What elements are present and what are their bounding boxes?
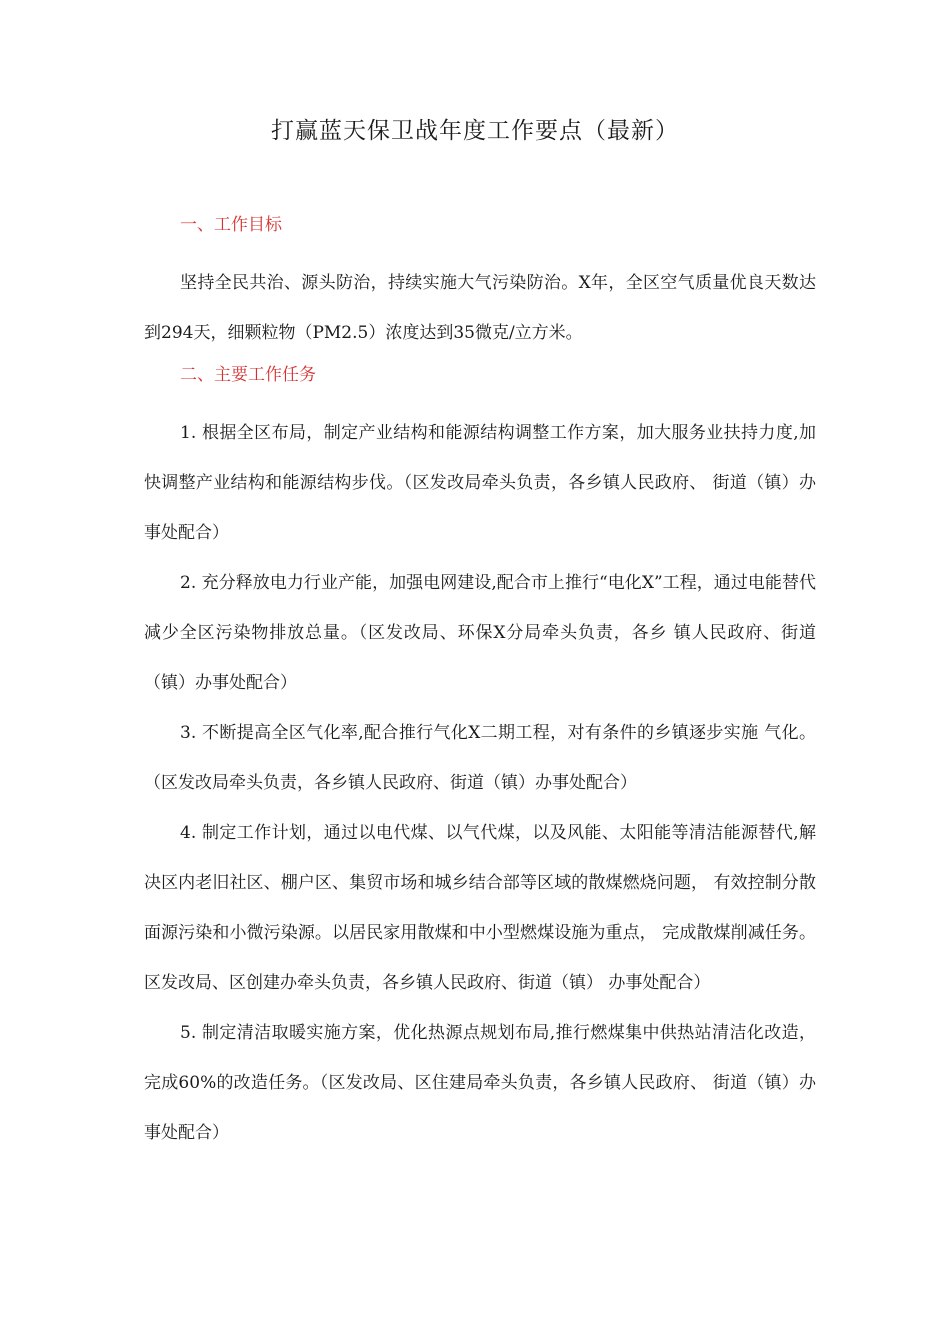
section-heading-main-tasks: 二、主要工作任务 <box>180 365 316 385</box>
task-item-4: 4. 制定工作计划，通过以电代煤、以气代煤，以及风能、太阳能等清洁能源替代,解决区内老旧社区、棚户区、集贸市场和城乡结合部等区域的散煤燃烧问题， 有效控制分散面源污染和小微污染源。以居民家用散煤和中小型燃煤设施为重点， 完成散煤削减任务。区发改局、区创建办牵头负责，各乡镇人民政府、街道（镇） 办事处配合） <box>144 823 816 993</box>
section-heading-goals: 一、工作目标 <box>180 215 282 235</box>
task-item-2: 2. 充分释放电力行业产能，加强电网建设,配合市上推行“电化X”工程，通过电能替代减少全区污染物排放总量。（区发改局、环保X分局牵头负责，各乡 镇人民政府、街道（镇）办事处配合） <box>144 573 816 693</box>
task-item-5: 5. 制定清洁取暖实施方案，优化热源点规划布局,推行燃煤集中供热站清洁化改造，完成60%的改造任务。（区发改局、区住建局牵头负责，各乡镇人民政府、 街道（镇）办事处配合） <box>144 1023 816 1143</box>
paragraph-goals: 坚持全民共治、源头防治，持续实施大气污染防治。X年，全区空气质量优良天数达到294天，细颗粒物（PM2.5）浓度达到35微克/立方米。 <box>144 273 816 343</box>
section-main-tasks <box>144 358 816 1158</box>
task-item-3: 3. 不断提高全区气化率,配合推行气化X二期工程，对有条件的乡镇逐步实施 气化。（区发改局牵头负责，各乡镇人民政府、街道（镇）办事处配合） <box>144 723 816 793</box>
document-title: 打赢蓝天保卫战年度工作要点（最新） <box>271 118 679 144</box>
document-body <box>144 208 816 1158</box>
task-item-1: 1. 根据全区布局，制定产业结构和能源结构调整工作方案，加大服务业扶持力度,加快调整产业结构和能源结构步伐。（区发改局牵头负责，各乡镇人民政府、 街道（镇）办事处配合） <box>144 423 816 543</box>
section-goals <box>144 208 816 358</box>
